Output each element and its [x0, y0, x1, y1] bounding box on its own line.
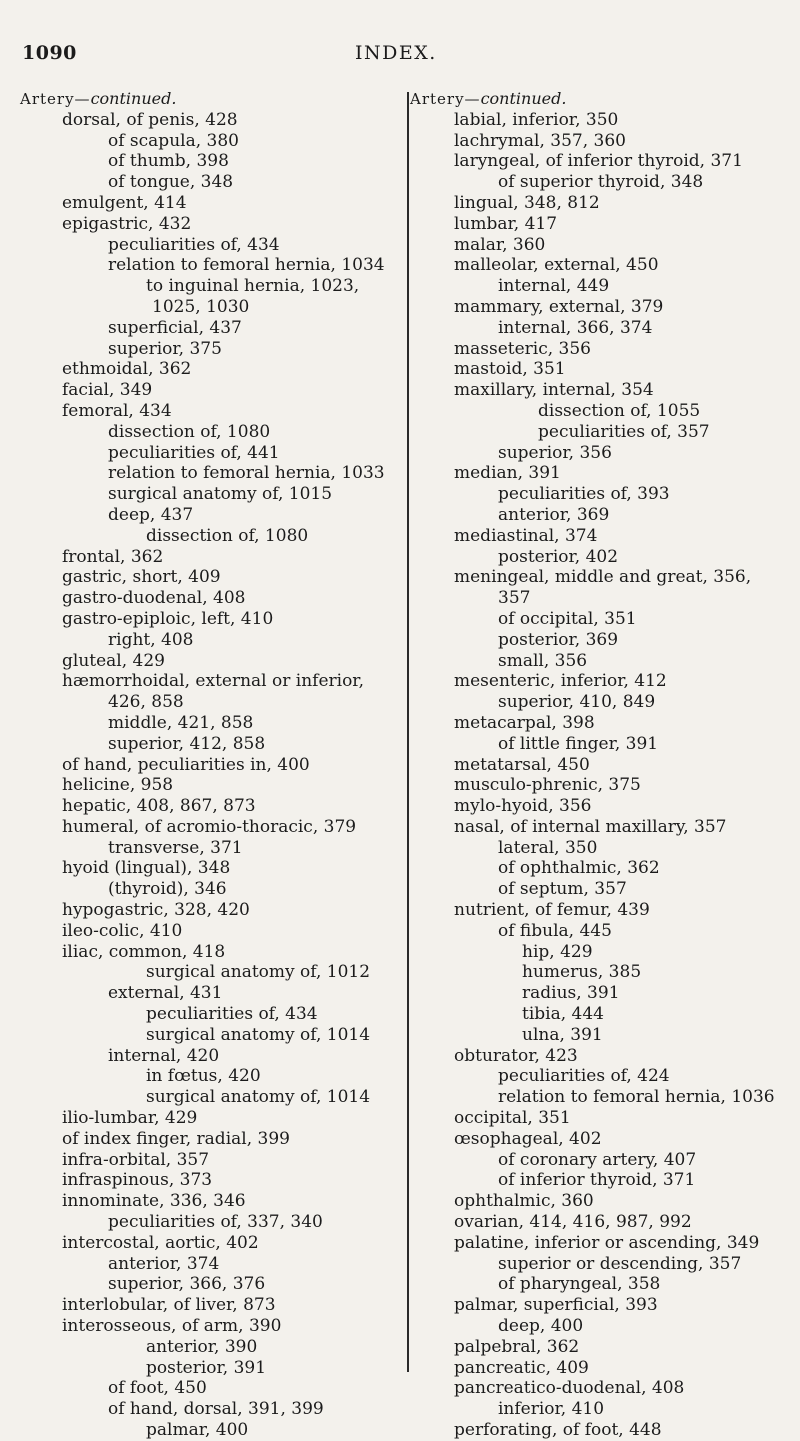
index-entry: humerus, 385 [522, 962, 642, 983]
index-entry: ovarian, 414, 416, 987, 992 [454, 1212, 692, 1233]
index-entry: superior, 375 [108, 338, 222, 359]
index-entry: facial, 349 [62, 380, 153, 401]
heading-continued: continued. [90, 89, 177, 108]
index-entry: pancreatic, 409 [454, 1357, 589, 1378]
heading-continued: continued. [480, 89, 567, 108]
index-entry: dissection of, 1080 [146, 525, 309, 546]
index-entry: femoral, 434 [62, 400, 172, 421]
index-entry: gluteal, 429 [62, 650, 165, 671]
index-entry: anterior, 390 [146, 1336, 258, 1357]
index-entry: dissection of, 1055 [538, 400, 701, 421]
index-entry: of hand, peculiarities in, 400 [62, 754, 310, 775]
index-entry: interlobular, of liver, 873 [62, 1295, 276, 1316]
index-entry: surgical anatomy of, 1014 [146, 1024, 371, 1045]
index-entry: superior, 412, 858 [108, 733, 266, 754]
index-entry: of thumb, 398 [108, 151, 229, 172]
index-entry: right, 408 [108, 629, 194, 650]
index-column-left [20, 89, 400, 1441]
index-entry: perforating, of foot, 448 [454, 1420, 662, 1440]
column-heading: Artery—continued. [20, 89, 177, 108]
index-entry: peculiarities of, 393 [498, 484, 670, 505]
index-entry: median, 391 [454, 463, 561, 484]
index-entry: palmar, superficial, 393 [454, 1295, 658, 1316]
index-entry: surgical anatomy of, 1014 [146, 1087, 371, 1108]
index-entry: internal, 366, 374 [498, 317, 653, 338]
index-entry: to inguinal hernia, 1023, [146, 276, 360, 297]
index-entry: œsophageal, 402 [454, 1128, 602, 1149]
index-entry: palatine, inferior or ascending, 349 [454, 1232, 760, 1253]
index-entries-right [410, 110, 798, 1441]
running-head: INDEX. [355, 42, 437, 64]
index-entry: of fibula, 445 [498, 920, 612, 941]
index-entry: interosseous, of arm, 390 [62, 1316, 282, 1337]
page-header [0, 42, 800, 72]
index-entry: superior, 356 [498, 442, 612, 463]
index-entry: superficial, 437 [108, 317, 242, 338]
index-entry: gastro-duodenal, 408 [62, 588, 246, 609]
index-entry: peculiarities of, 434 [108, 234, 280, 255]
index-entry: deep, 400 [498, 1316, 584, 1337]
index-entry: mylo-hyoid, 356 [454, 796, 592, 817]
index-entry: metacarpal, 398 [454, 712, 595, 733]
index-entry: relation to femoral hernia, 1033 [108, 463, 385, 484]
index-entry: 426, 858 [108, 692, 184, 713]
index-entry: middle, 421, 858 [108, 712, 254, 733]
index-entry: palmar, 400 [146, 1420, 249, 1440]
index-entry: peculiarities of, 337, 340 [108, 1212, 323, 1233]
index-entry: of tongue, 348 [108, 172, 234, 193]
index-entry: maxillary, internal, 354 [454, 380, 654, 401]
index-entry: pancreatico-duodenal, 408 [454, 1378, 685, 1399]
index-entry: deep, 437 [108, 504, 194, 525]
index-entry: palpebral, 362 [454, 1336, 580, 1357]
index-entry: (thyroid), 346 [108, 879, 227, 900]
index-entry: gastro-epiploic, left, 410 [62, 608, 274, 629]
index-entry: occipital, 351 [454, 1108, 571, 1129]
index-entry: external, 431 [108, 983, 223, 1004]
page-number: 1090 [22, 42, 77, 64]
index-entry: superior, 366, 376 [108, 1274, 266, 1295]
index-entry: surgical anatomy of, 1015 [108, 484, 333, 505]
index-entry: 1025, 1030 [152, 296, 250, 317]
index-entry: mammary, external, 379 [454, 296, 664, 317]
index-entry: epigastric, 432 [62, 213, 192, 234]
index-entry: infra-orbital, 357 [62, 1149, 210, 1170]
column-heading: Artery—continued. [410, 89, 567, 108]
index-entry: hip, 429 [522, 941, 593, 962]
index-entry: of superior thyroid, 348 [498, 172, 704, 193]
index-entry: transverse, 371 [108, 837, 243, 858]
index-entry: posterior, 402 [498, 546, 619, 567]
index-entry: of index finger, radial, 399 [62, 1128, 290, 1149]
index-entry: relation to femoral hernia, 1036 [498, 1087, 775, 1108]
index-entry: lachrymal, 357, 360 [454, 130, 626, 151]
index-entry: dorsal, of penis, 428 [62, 109, 238, 130]
index-entry: humeral, of acromio-thoracic, 379 [62, 816, 357, 837]
index-entry: infraspinous, 373 [62, 1170, 213, 1191]
index-entry: lateral, 350 [498, 837, 598, 858]
index-entry: of scapula, 380 [108, 130, 239, 151]
index-entry: of septum, 357 [498, 879, 627, 900]
index-entry: of inferior thyroid, 371 [498, 1170, 696, 1191]
index-entry: anterior, 369 [498, 504, 610, 525]
index-entry: mesenteric, inferior, 412 [454, 671, 667, 692]
index-entry: ulna, 391 [522, 1024, 603, 1045]
index-entry: of hand, dorsal, 391, 399 [108, 1399, 324, 1420]
index-entry: frontal, 362 [62, 546, 164, 567]
index-entry: peculiarities of, 424 [498, 1066, 670, 1087]
index-entry: metatarsal, 450 [454, 754, 590, 775]
index-entry: musculo-phrenic, 375 [454, 775, 641, 796]
index-entry: mastoid, 351 [454, 359, 566, 380]
index-entry: in fœtus, 420 [146, 1066, 261, 1087]
index-entry: posterior, 391 [146, 1357, 267, 1378]
index-entry: surgical anatomy of, 1012 [146, 962, 371, 983]
index-entry: nutrient, of femur, 439 [454, 900, 650, 921]
index-entry: masseteric, 356 [454, 338, 591, 359]
index-entry: internal, 449 [498, 276, 610, 297]
index-entry: lingual, 348, 812 [454, 192, 600, 213]
index-entry: superior, 410, 849 [498, 692, 656, 713]
index-entry: radius, 391 [522, 983, 620, 1004]
index-entry: posterior, 369 [498, 629, 619, 650]
index-entry: hæmorrhoidal, external or inferior, [62, 671, 364, 692]
index-entry: hepatic, 408, 867, 873 [62, 796, 256, 817]
index-entry: malar, 360 [454, 234, 546, 255]
index-entry: of little finger, 391 [498, 733, 659, 754]
index-entry: of ophthalmic, 362 [498, 858, 660, 879]
index-entry: nasal, of internal maxillary, 357 [454, 816, 727, 837]
index-entry: emulgent, 414 [62, 192, 187, 213]
index-entry: intercostal, aortic, 402 [62, 1232, 259, 1253]
index-entry: inferior, 410 [498, 1399, 605, 1420]
index-entry: gastric, short, 409 [62, 567, 221, 588]
column-divider [407, 92, 409, 1372]
index-entry: of coronary artery, 407 [498, 1149, 697, 1170]
index-entry: laryngeal, of inferior thyroid, 371 [454, 151, 743, 172]
index-entry: 357 [498, 588, 531, 609]
index-entry: innominate, 336, 346 [62, 1191, 246, 1212]
index-entry: helicine, 958 [62, 775, 174, 796]
index-entry: ophthalmic, 360 [454, 1191, 594, 1212]
index-entries-left [20, 110, 400, 1441]
index-entry: ethmoidal, 362 [62, 359, 192, 380]
index-entry: peculiarities of, 357 [538, 421, 710, 442]
index-entry: labial, inferior, 350 [454, 109, 619, 130]
index-entry: tibia, 444 [522, 1004, 604, 1025]
index-entry: peculiarities of, 434 [146, 1004, 318, 1025]
index-entry: anterior, 374 [108, 1253, 220, 1274]
index-entry: mediastinal, 374 [454, 525, 598, 546]
index-entry: of occipital, 351 [498, 608, 637, 629]
index-entry: hyoid (lingual), 348 [62, 858, 231, 879]
index-entry: superior or descending, 357 [498, 1253, 742, 1274]
index-entry: of foot, 450 [108, 1378, 207, 1399]
index-entry: malleolar, external, 450 [454, 255, 659, 276]
index-entry: small, 356 [498, 650, 588, 671]
index-entry: meningeal, middle and great, 356, [454, 567, 752, 588]
index-column-right [410, 89, 798, 1441]
index-entry: ilio-lumbar, 429 [62, 1108, 198, 1129]
index-entry: dissection of, 1080 [108, 421, 271, 442]
index-entry: lumbar, 417 [454, 213, 558, 234]
index-entry: obturator, 423 [454, 1045, 578, 1066]
index-entry: ileo-colic, 410 [62, 920, 183, 941]
index-entry: iliac, common, 418 [62, 941, 226, 962]
index-entry: hypogastric, 328, 420 [62, 900, 250, 921]
index-entry: peculiarities of, 441 [108, 442, 280, 463]
index-entry: relation to femoral hernia, 1034 [108, 255, 385, 276]
index-entry: of pharyngeal, 358 [498, 1274, 661, 1295]
index-entry: internal, 420 [108, 1045, 220, 1066]
